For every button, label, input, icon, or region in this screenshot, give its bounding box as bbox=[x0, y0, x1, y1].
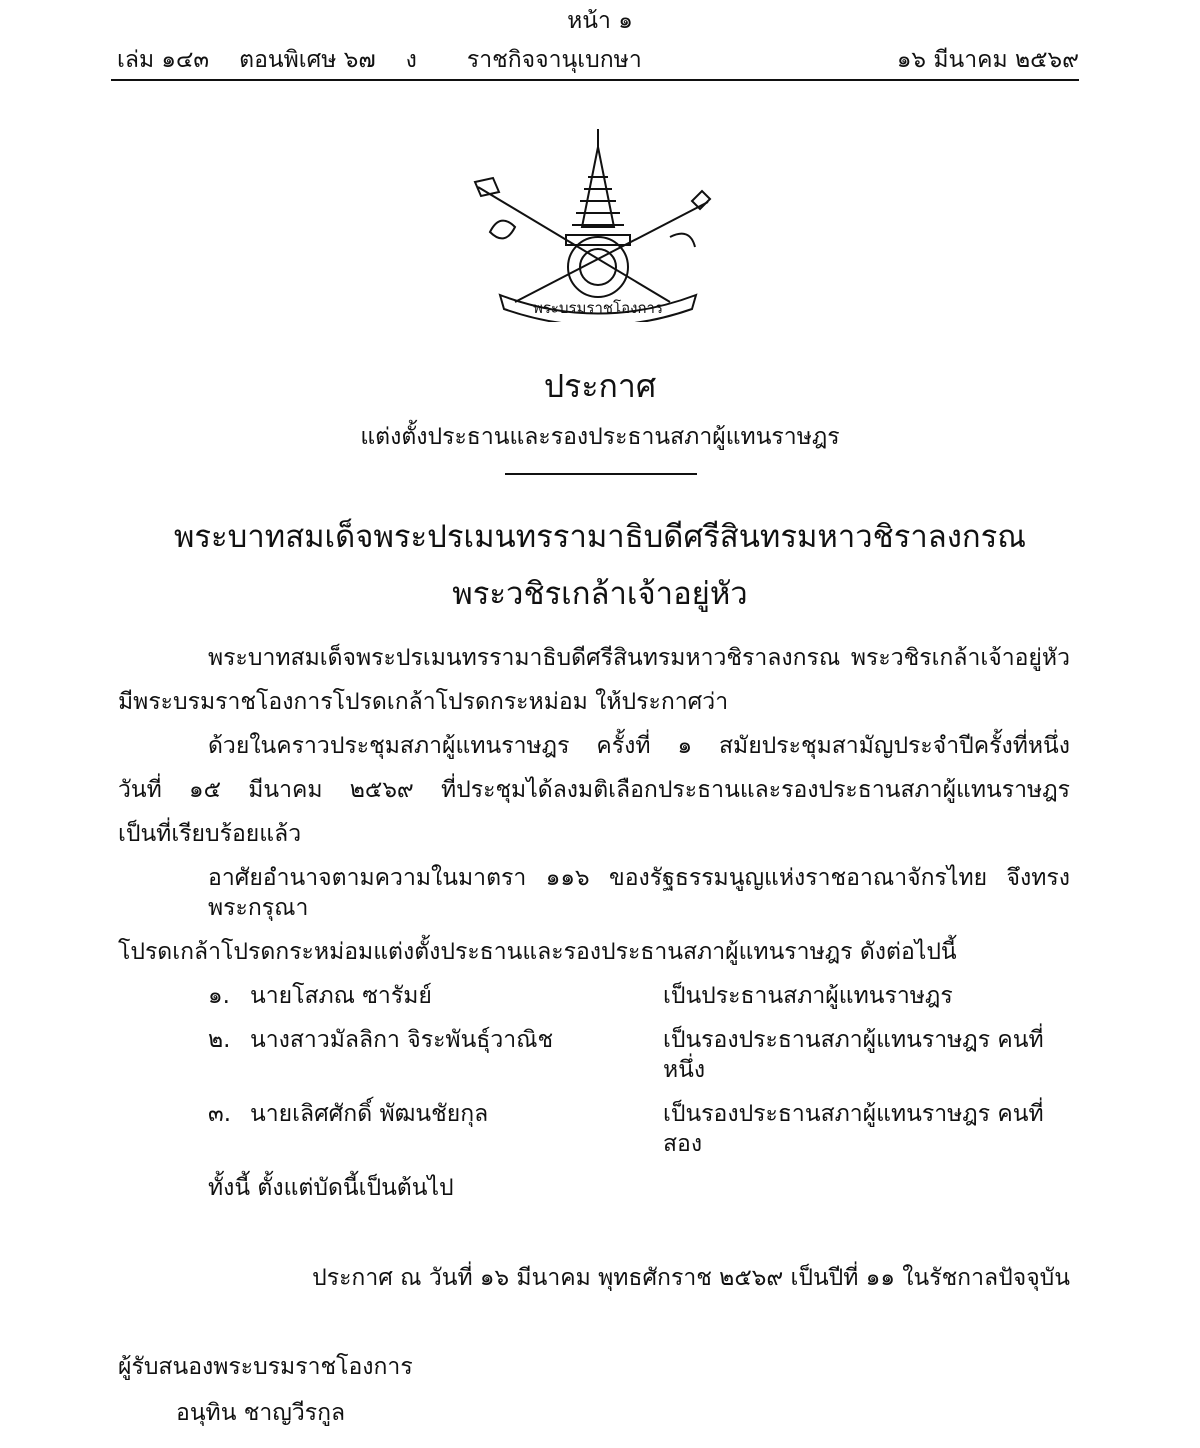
appointment-row bbox=[118, 1025, 1070, 1085]
header-date: ๑๖ มีนาคม ๒๕๖๙ bbox=[896, 47, 1079, 73]
emblem-lettering: พระบรมราชโองการ bbox=[532, 299, 664, 317]
countersign-label: ผู้รับสนองพระบรมราชโองการ bbox=[118, 1354, 413, 1380]
appointee-name: นายโสภณ ซารัมย์ bbox=[250, 983, 432, 1009]
countersign-name: อนุทิน ชาญวีรกูล bbox=[176, 1400, 346, 1426]
king-name-line-1: พระบาทสมเด็จพระปรเมนทรรามาธิบดีศรีสินทรมหาวชิราลงกรณ bbox=[173, 519, 1027, 555]
gazette-header bbox=[117, 45, 1079, 75]
emblem-area bbox=[0, 127, 1200, 322]
appointment-row bbox=[118, 981, 1070, 1011]
appointee-position: เป็นรองประธานสภาผู้แทนราษฎร คนที่หนึ่ง bbox=[663, 1027, 1044, 1083]
appointment-number: ๒. bbox=[208, 1027, 231, 1053]
paragraph-1-line-2: มีพระบรมราชโองการโปรดเกล้าโปรดกระหม่อม ให้ประกาศว่า bbox=[118, 689, 729, 715]
appointee-name: นายเลิศศักดิ์ พัฒนชัยกุล bbox=[250, 1101, 489, 1127]
paragraph-3-line-1: อาศัยอำนาจตามความในมาตรา ๑๑๖ ของรัฐธรรมนูญแห่งราชอาณาจักรไทย จึงทรงพระกรุณา bbox=[208, 865, 1070, 921]
title-divider bbox=[505, 473, 697, 475]
section: ตอนพิเศษ ๖๗ bbox=[239, 47, 376, 73]
paragraph-2-line-1: ด้วยในคราวประชุมสภาผู้แทนราษฎร ครั้งที่ ๑ สมัยประชุมสามัญประจำปีครั้งที่หนึ่ง bbox=[208, 733, 1070, 759]
paragraph-2-line-3: เป็นที่เรียบร้อยแล้ว bbox=[118, 821, 302, 847]
king-name-line-2: พระวชิรเกล้าเจ้าอยู่หัว bbox=[452, 576, 748, 612]
section-type: ง bbox=[405, 47, 417, 73]
paragraph-2-line-2: วันที่ ๑๕ มีนาคม ๒๕๖๙ ที่ประชุมได้ลงมติเลือกประธานและรองประธานสภาผู้แทนราษฎร bbox=[118, 777, 1070, 803]
document-body bbox=[118, 643, 1070, 1428]
appointment-number: ๓. bbox=[208, 1101, 232, 1127]
header-rule bbox=[111, 79, 1079, 81]
volume: เล่ม ๑๔๓ bbox=[117, 47, 210, 73]
appointee-position: เป็นรองประธานสภาผู้แทนราษฎร คนที่สอง bbox=[663, 1101, 1044, 1157]
page-number: หน้า ๑ bbox=[567, 8, 633, 34]
paragraph-1-line-1: พระบาทสมเด็จพระปรเมนทรรามาธิบดีศรีสินทรมหาวชิราลงกรณ พระวชิรเกล้าเจ้าอยู่หัว bbox=[208, 645, 1070, 671]
proclamation-date: ประกาศ ณ วันที่ ๑๖ มีนาคม พุทธศักราช ๒๕๖๙ เป็นปีที่ ๑๑ ในรัชกาลปัจจุบัน bbox=[312, 1265, 1070, 1291]
appointment-number: ๑. bbox=[208, 983, 230, 1009]
paragraph-3-line-2: โปรดเกล้าโปรดกระหม่อมแต่งตั้งประธานและรองประธานสภาผู้แทนราษฎร ดังต่อไปนี้ bbox=[118, 939, 957, 965]
effective-clause: ทั้งนี้ ตั้งแต่บัดนี้เป็นต้นไป bbox=[208, 1175, 454, 1201]
royal-emblem bbox=[470, 127, 715, 322]
document-subtitle: แต่งตั้งประธานและรองประธานสภาผู้แทนราษฎร bbox=[360, 424, 840, 450]
appointment-row bbox=[118, 1099, 1070, 1159]
document-title: ประกาศ bbox=[543, 367, 657, 405]
appointee-name: นางสาวมัลลิกา จิระพันธุ์วาณิช bbox=[250, 1027, 554, 1053]
publication-name: ราชกิจจานุเบกษา bbox=[466, 47, 642, 73]
appointee-position: เป็นประธานสภาผู้แทนราษฎร bbox=[663, 983, 953, 1009]
